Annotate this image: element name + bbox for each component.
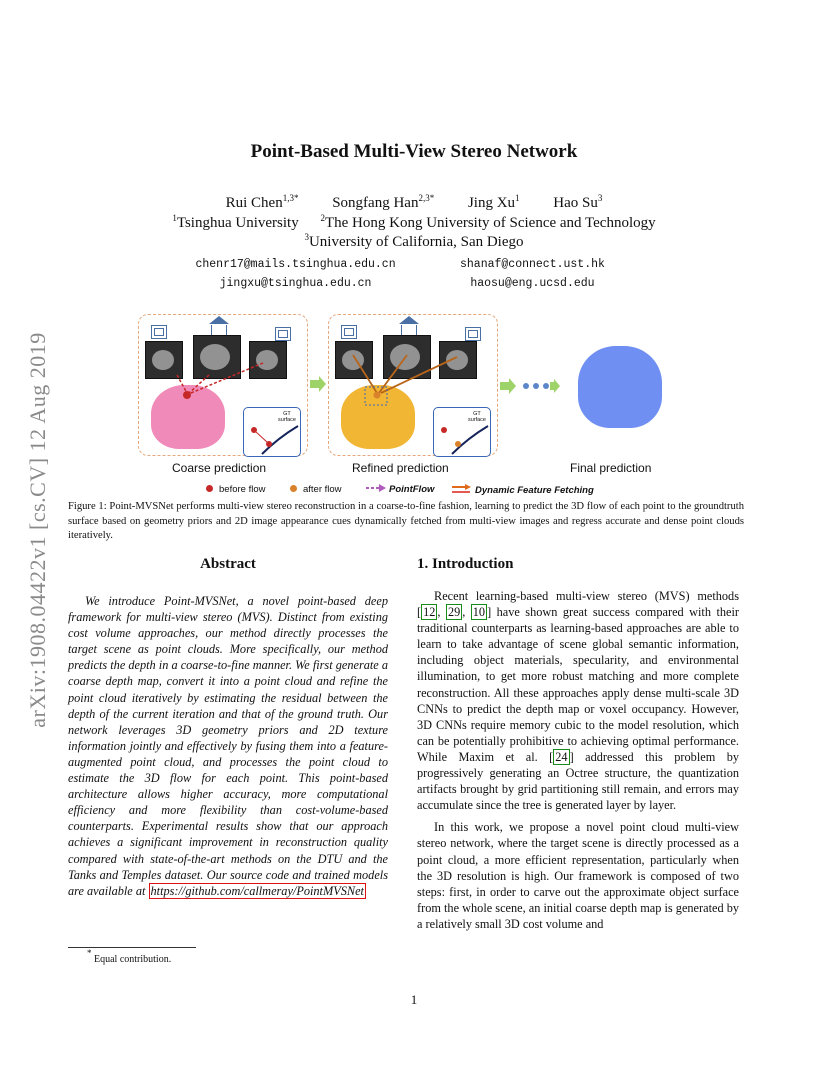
affiliations-line-2 [0, 234, 828, 251]
citation-link[interactable]: 12 [423, 605, 436, 620]
flow-arrow-icon [308, 374, 328, 394]
footnote: * Equal contribution. [87, 948, 172, 965]
code-link[interactable]: https://github.com/callmeray/PointMVSNet [150, 883, 364, 898]
affiliations-line-1 [0, 215, 828, 232]
author-list [0, 195, 828, 212]
email-row-2 [0, 277, 828, 290]
pointflow-arrow-icon [366, 484, 386, 492]
gt-surface-inset: GT surface [243, 407, 301, 457]
refined-prediction-label: Refined prediction [352, 461, 449, 475]
author: Songfang Han$^{2,3*}$ [332, 193, 435, 211]
page-number: 1 [410, 992, 418, 1007]
email: jingxu@tsinghua.edu.cn [219, 277, 372, 290]
refined-panel [328, 314, 498, 456]
final-prediction-label: Final prediction [570, 461, 652, 475]
introduction-heading: 1. Introduction [417, 556, 514, 572]
intro-paragraph: In this work, we propose a novel point cloud multi-view stereo network, where the target scene is directly processed as a point cloud, a more efficient representation, particularly when the 3D resolution is high. Our framework is composed of two steps: first, in order to carve out the approximate object surface from the whole scene, an initial coarse depth map is generated by a relatively small 3D cost volume and [417, 820, 739, 931]
affiliation: $^1$Tsinghua University [172, 213, 299, 231]
paper-title: Point-Based Multi-View Stereo Network [250, 141, 578, 162]
figure-caption: Figure 1: Point-MVSNet performs multi-view stereo reconstruction in a coarse-to-fine fashion, learning to predict the 3D flow of each point to the groundtruth surface based on geometry priors and 2D image appearance cues dynamically fetched from multi-view images and regress accurate and dense point clouds iteratively. [68, 501, 744, 541]
arxiv-id: arXiv:1908.04422v1 [cs.CV] 12 Aug 2019 [25, 332, 50, 728]
email: shanaf@connect.ust.hk [459, 258, 605, 271]
abstract-body: We introduce Point-MVSNet, a novel point-based deep framework for multi-view stereo (MVS). Distinct from existing cost volume approaches, our method directly processes the target scene as point clouds. More specifically, our method predicts the depth in a coarse-to-fine manner. We first generate a coarse depth map, convert it into a point cloud and refine the point cloud iteratively by estimating the residual between the depth of the current iteration and that of the ground truth. Our network leverages 3D geometry priors and 2D texture information jointly and effectively by fusing them into a feature-augmented point cloud, and processes the point cloud to estimate the 3D flow for each point. This point-based architecture allows higher accuracy, more computational efficiency and more flexibility than cost-volume-based counterparts. Experimental results show that our approach achieves a significant improvement in reconstruction quality compared with state-of-the-art methods on the DTU and the Tanks and Temples dataset. Our source code and trained models are available at https://github.com/callmeray/PointMVSNet [68, 594, 388, 898]
fetch-arrow-icon [452, 484, 472, 494]
intro-paragraph: Recent learning-based multi-view stereo (MVS) methods [ 12 , 29 , 10 ] have shown great success compared with their traditional counterparts as learning-based approaches are able to learn to take advantage of scene global semantic information, including object materials, specularity, and environmental illumination, to get more robust matching and more complete reconstruction. All these approaches apply dense multi-scale 3D CNNs to predict the depth map or voxel occupancy. However, 3D CNNs require memory cubic to the model resolution, which can be potentially prohibitive to achieving optimal performance. While Maxim et al. [ 24 ] addressed this problem by progressively generating an Octree structure, the quantization artifacts brought by grid partitioning still remain, and errors may accumulate since the tree is generated layer by layer. [417, 589, 739, 813]
legend-pointflow: PointFlow [366, 484, 434, 495]
red-dot-icon [206, 485, 213, 492]
email: haosu@eng.ucsd.edu [470, 277, 595, 290]
coarse-panel [138, 314, 308, 456]
citation-link[interactable]: 29 [447, 605, 461, 620]
author: Jing Xu$^1$ [467, 193, 520, 211]
figure-1 [138, 314, 698, 499]
affiliation: $^3$University of California, San Diego [304, 232, 524, 250]
citation-link[interactable]: 24 [555, 749, 568, 764]
coarse-prediction-label: Coarse prediction [172, 461, 267, 475]
affiliation: $^2$The Hong Kong University of Science and Technology [320, 213, 656, 231]
introduction-body [417, 588, 739, 938]
author: Hao Su$^3$ [553, 193, 603, 211]
orange-dot-icon [290, 485, 297, 492]
final-point-cloud [578, 346, 662, 428]
gt-surface-inset: GT surface [433, 407, 491, 457]
legend-after-flow: after flow [290, 484, 342, 495]
abstract-heading: Abstract [200, 556, 256, 572]
email: chenr17@mails.tsinghua.edu.cn [195, 258, 396, 271]
legend-before-flow: before flow [206, 484, 265, 495]
citation-link[interactable]: 10 [472, 605, 486, 620]
ellipsis-arrow-icon [500, 378, 562, 394]
author: Rui Chen$^{1,3*}$ [225, 193, 299, 211]
arxiv-sidebar-stamp [18, 290, 58, 770]
email-row-1 [0, 258, 828, 271]
legend-dynamic-feature-fetching: Dynamic Feature Fetching [452, 484, 594, 496]
